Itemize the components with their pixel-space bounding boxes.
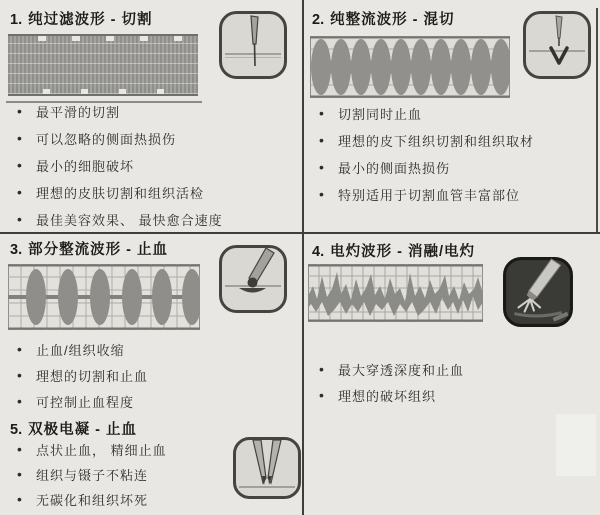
- section-1-heading: [10, 8, 152, 29]
- list-item: [14, 160, 296, 173]
- needle-electrode-v-incision-icon: [522, 10, 592, 85]
- list-item: [14, 344, 294, 357]
- list-item: [14, 469, 294, 482]
- list-item: [14, 187, 296, 200]
- list-item: [14, 396, 294, 409]
- list-item: [316, 364, 594, 377]
- section-3-number: 3.: [10, 242, 23, 258]
- list-item: [14, 106, 296, 119]
- section-3-bullets: [14, 344, 294, 422]
- section-4-heading: [312, 240, 475, 261]
- bullet-text: 可以忽略的侧面热损伤: [36, 132, 177, 147]
- bullet-text: 最小的细胞破坏: [36, 159, 135, 174]
- bullet-text: 最佳美容效果、 最快愈合速度: [36, 213, 223, 228]
- list-item: [316, 135, 594, 148]
- list-item: [14, 444, 294, 457]
- section-5-bullets: [14, 444, 294, 515]
- bullet-text: 特别适用于切割血管丰富部位: [338, 188, 521, 203]
- section-4-bullets: [316, 364, 594, 416]
- bullet-text: 最小的侧面热损伤: [338, 161, 451, 176]
- list-item: [14, 494, 294, 507]
- waveform-fulguration-graphic: [308, 264, 483, 322]
- list-item: [14, 370, 294, 383]
- bullet-text: 理想的皮肤切割和组织活检: [36, 186, 205, 201]
- scan-edge-line: [596, 8, 598, 232]
- waveform-coag-graphic: [8, 264, 200, 330]
- needle-electrode-icon: [218, 10, 288, 85]
- bullet-text: 止血/组织收缩: [36, 343, 125, 358]
- section-5-title: 双极电凝 - 止血: [28, 422, 137, 438]
- list-item: [14, 214, 296, 227]
- list-item: [14, 133, 296, 146]
- waveform-blend-cut-graphic: [310, 36, 510, 98]
- list-item: [316, 189, 594, 202]
- bullet-text: 组织与镊子不粘连: [36, 468, 149, 483]
- bullet-text: 理想的切割和止血: [36, 369, 149, 384]
- section-4-title: 电灼波形 - 消融/电灼: [330, 244, 476, 260]
- fulguration-electrode-icon: [502, 256, 574, 333]
- waveform-notches-top: [12, 36, 194, 41]
- bullet-text: 理想的皮下组织切割和组织取材: [338, 134, 535, 149]
- list-item: [316, 108, 594, 121]
- section-3-title: 部分整流波形 - 止血: [28, 242, 168, 258]
- section-2-number: 2.: [312, 12, 325, 28]
- waveform-pure-cut-graphic: [8, 34, 198, 96]
- section-1-number: 1.: [10, 12, 23, 28]
- bullet-text: 最大穿透深度和止血: [338, 363, 465, 378]
- list-item: [316, 162, 594, 175]
- section-2-heading: [312, 8, 454, 29]
- section-3-heading: [10, 238, 168, 259]
- bullet-text: 无碳化和组织坏死: [36, 493, 149, 508]
- bullet-text: 理想的破坏组织: [338, 389, 437, 404]
- section-5-number: 5.: [10, 422, 23, 438]
- bullet-text: 点状止血， 精细止血: [36, 443, 167, 458]
- section-1-bullets: [14, 106, 296, 241]
- bullet-text: 最平滑的切割: [36, 105, 121, 120]
- scan-artifact: [556, 414, 596, 476]
- waveform-notches-bottom: [12, 89, 194, 94]
- section-5-heading: [10, 418, 137, 439]
- list-item: [316, 390, 594, 403]
- section-2-title: 纯整流波形 - 混切: [330, 12, 455, 28]
- bullet-text: 可控制止血程度: [36, 395, 135, 410]
- section-1-title: 纯过滤波形 - 切割: [28, 12, 153, 28]
- bullet-text: 切割同时止血: [338, 107, 423, 122]
- ball-electrode-icon: [218, 244, 288, 319]
- section-4-number: 4.: [312, 244, 325, 260]
- section-2-bullets: [316, 108, 594, 216]
- grid-divider-vertical: [302, 0, 304, 515]
